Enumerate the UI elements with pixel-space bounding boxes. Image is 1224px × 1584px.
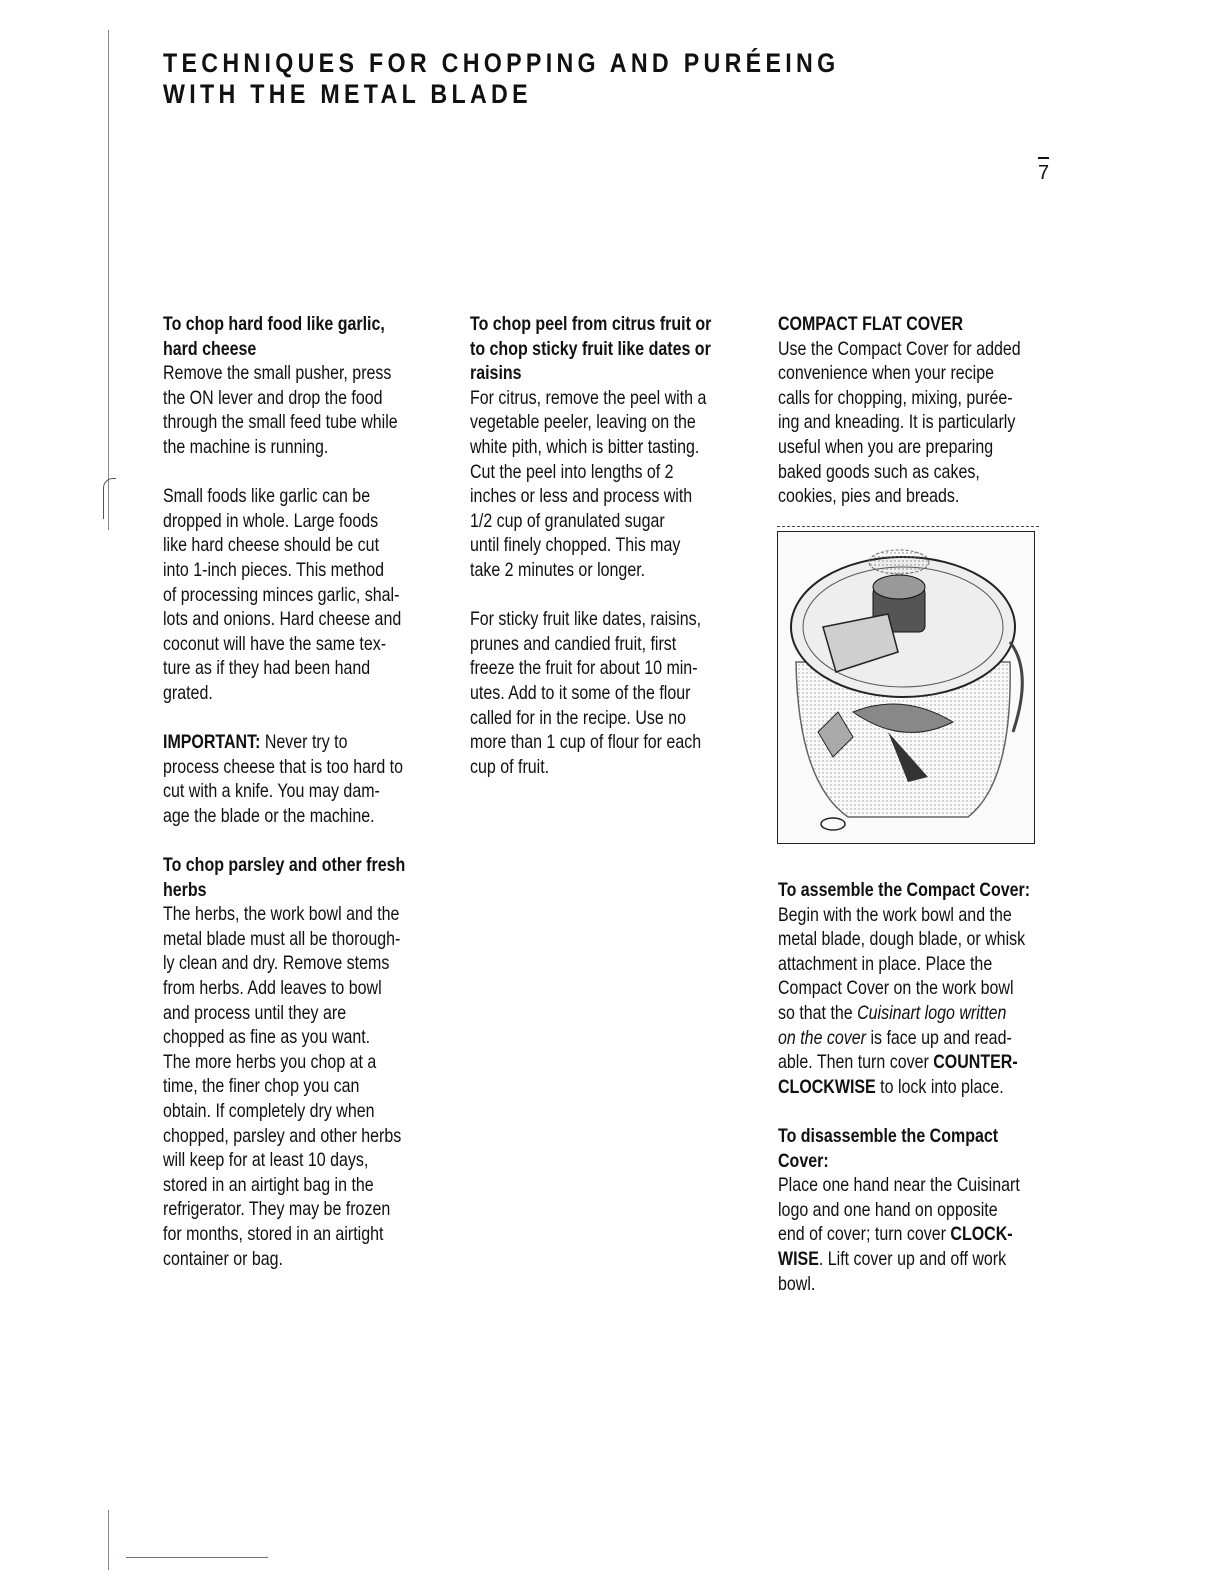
assemble-text-3: to lock into place. <box>875 1075 1004 1098</box>
paragraph-small-large-foods: Small foods like garlic can be dropped in whole. Large foods like hard cheese should be cut into 1-inch pieces. This method of processing minces garlic, shal- lots and onions. Hard cheese and coconut will have the same tex- ture as if they had been hand grated. <box>163 485 402 704</box>
figure-top-rule <box>777 526 1039 527</box>
section-heading-hard-food: To chop hard food like garlic, hard cheese <box>163 313 385 360</box>
assemble-bold: COUNTER- CLOCKWISE <box>778 1051 1018 1098</box>
column-middle <box>470 312 770 779</box>
section-heading-citrus-sticky: To chop peel from citrus fruit or to chop sticky fruit like dates or raisins <box>470 313 712 385</box>
section-body-citrus: For citrus, remove the peel with a vegetable peeler, leaving on the white pith, which is bitter tasting. Cut the peel into lengths of 2 inches or less and process with 1/2 cup of granulated sugar until finely chopped. This may take 2 minutes or longer. <box>470 386 707 581</box>
section-body-disassemble <box>778 1173 1081 1296</box>
section-heading-herbs: To chop parsley and other fresh herbs <box>163 854 406 901</box>
column-left <box>163 312 463 1271</box>
title-line-2: WITH THE METAL BLADE <box>163 79 532 109</box>
section-body-hard-food: Remove the small pusher, press the ON lever and drop the food through the small feed tube while the machine is running. <box>163 362 398 458</box>
section-heading-assemble: To assemble the Compact Cover: <box>778 879 1031 901</box>
title-line-1: TECHNIQUES FOR CHOPPING AND PURÉEING <box>163 48 840 78</box>
column-right-lower <box>778 878 1098 1296</box>
footer-rule <box>126 1557 268 1558</box>
disassemble-text-2: . Lift cover up and off work bowl. <box>778 1247 1007 1295</box>
page-number: 7 <box>1038 157 1049 185</box>
important-body: Never try to process cheese that is too hard to cut with a knife. You may dam- age the blade or the machine. <box>163 731 403 827</box>
scan-edge-line <box>108 30 109 530</box>
assemble-text-1: Begin with the work bowl and the metal blade, dough blade, or whisk attachment in place. Place the Compact Cover on the work bowl so that the <box>778 903 1026 1024</box>
important-note <box>163 730 466 828</box>
section-body-assemble <box>778 903 1081 1100</box>
assemble-italic: Cuisinart logo written on the cover <box>778 1001 1007 1049</box>
important-label: IMPORTANT: <box>163 731 261 754</box>
page-title <box>163 48 839 110</box>
section-heading-compact-cover: COMPACT FLAT COVER <box>778 313 964 335</box>
scan-edge-mark <box>103 478 116 519</box>
food-processor-figure <box>777 531 1035 844</box>
section-body-compact-cover: Use the Compact Cover for added convenience when your recipe calls for chopping, mixing, purée- ing and kneading. It is particularly useful when you are preparing baked goods such as cakes, cookies, pies and breads. <box>778 337 1021 508</box>
section-heading-disassemble: To disassemble the Compact Cover: <box>778 1124 999 1172</box>
column-right <box>778 312 1078 509</box>
paragraph-sticky-fruit: For sticky fruit like dates, raisins, prunes and candied fruit, first freeze the fruit for about 10 min- utes. Add to it some of the flour called for in the recipe. Use no more than 1 cup of flour for each cup of fruit. <box>470 608 702 778</box>
disassemble-text-1: Place one hand near the Cuisinart logo and one hand on opposite end of cover; turn cover <box>778 1174 1020 1246</box>
scan-edge-line-lower <box>108 1510 109 1570</box>
section-body-herbs: The herbs, the work bowl and the metal blade must all be thorough- ly clean and dry. Remove stems from herbs. Add leaves to bowl and process until they are chopped as fine as you want. The more herbs you chop at a time, the finer chop you can obtain. If completely dry when chopped, parsley and other herbs will keep for at least 10 days, stored in an airtight bag in the refrigerator. They may be frozen for months, stored in an airtight container or bag. <box>163 903 402 1270</box>
assemble-text-2: is face up and read- able. Then turn cover <box>778 1026 1012 1074</box>
disassemble-bold: CLOCK- WISE <box>778 1223 1013 1270</box>
food-processor-with-compact-cover-illustration <box>778 532 1033 842</box>
